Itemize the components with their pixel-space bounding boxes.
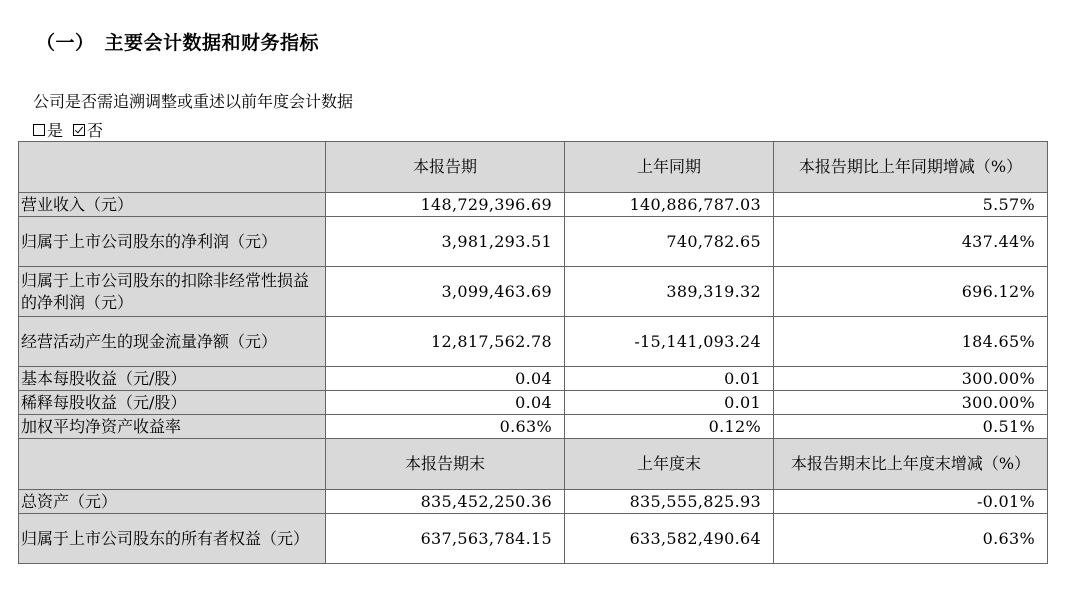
table-row [19,415,1048,439]
row-change: 0.51% [774,415,1048,439]
restatement-answer [33,118,113,141]
table1-header-blank [19,142,326,193]
row-current: 637,563,784.15 [326,514,565,564]
table-row [19,367,1048,391]
row-change: 5.57% [774,193,1048,217]
checkbox-checked-icon[interactable] [73,124,85,136]
row-change: 300.00% [774,367,1048,391]
row-previous: 835,555,825.93 [565,490,774,514]
table-row [19,317,1048,367]
row-previous: 389,319.32 [565,267,774,317]
row-current: 3,099,463.69 [326,267,565,317]
row-change: 0.63% [774,514,1048,564]
row-previous: 633,582,490.64 [565,514,774,564]
table1-header-previous: 上年同期 [565,142,774,193]
table2-header-row [19,439,1048,490]
row-previous: 0.12% [565,415,774,439]
table-row [19,490,1048,514]
row-change: -0.01% [774,490,1048,514]
row-label: 稀释每股收益（元/股） [19,391,326,415]
checkbox-unchecked-icon[interactable] [33,124,45,136]
row-change: 696.12% [774,267,1048,317]
restatement-question: 公司是否需追溯调整或重述以前年度会计数据 [33,92,354,111]
row-current: 0.04 [326,391,565,415]
option-no[interactable] [73,118,103,141]
row-previous: 0.01 [565,391,774,415]
table1-header-row [19,142,1048,193]
row-previous: 740,782.65 [565,217,774,267]
row-label: 经营活动产生的现金流量净额（元） [19,317,326,367]
table2-header-blank [19,439,326,490]
table1-header-current: 本报告期 [326,142,565,193]
option-yes-label: 是 [47,121,64,140]
financial-data-table [18,141,1048,564]
row-label: 总资产（元） [19,490,326,514]
table-row [19,267,1048,317]
row-current: 148,729,396.69 [326,193,565,217]
option-no-label: 否 [87,121,104,140]
table2-header-current: 本报告期末 [326,439,565,490]
section-title: （一） 主要会计数据和财务指标 [36,32,320,54]
row-change: 184.65% [774,317,1048,367]
table-row [19,514,1048,564]
row-change: 300.00% [774,391,1048,415]
row-previous: -15,141,093.24 [565,317,774,367]
row-label: 归属于上市公司股东的所有者权益（元） [19,514,326,564]
row-label: 加权平均净资产收益率 [19,415,326,439]
row-previous: 0.01 [565,367,774,391]
row-current: 3,981,293.51 [326,217,565,267]
table-row [19,217,1048,267]
row-current: 0.04 [326,367,565,391]
table1-header-change: 本报告期比上年同期增减（%） [774,142,1048,193]
row-current: 835,452,250.36 [326,490,565,514]
row-label: 营业收入（元） [19,193,326,217]
row-current: 0.63% [326,415,565,439]
table2-header-previous: 上年度末 [565,439,774,490]
row-label: 归属于上市公司股东的净利润（元） [19,217,326,267]
option-yes[interactable] [33,118,63,141]
table-row [19,391,1048,415]
row-change: 437.44% [774,217,1048,267]
table-row [19,193,1048,217]
row-label: 归属于上市公司股东的扣除非经常性损益的净利润（元） [19,267,326,317]
row-previous: 140,886,787.03 [565,193,774,217]
row-current: 12,817,562.78 [326,317,565,367]
row-label: 基本每股收益（元/股） [19,367,326,391]
table2-header-change: 本报告期末比上年度末增减（%） [774,439,1048,490]
